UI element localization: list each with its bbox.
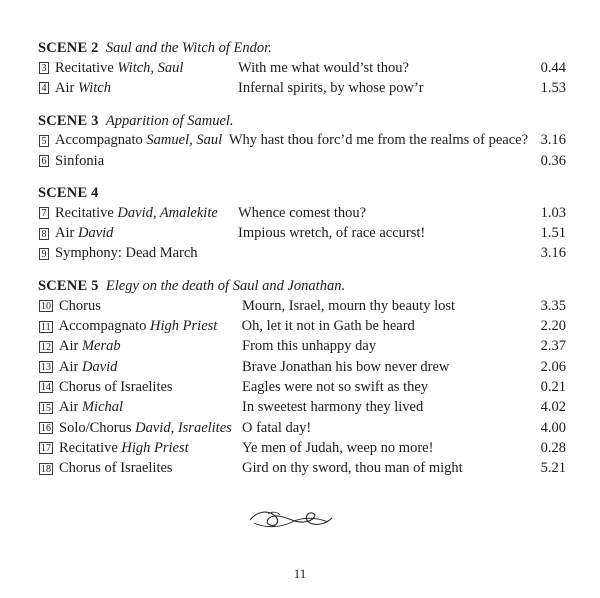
track-number-box: 12 [41, 341, 51, 353]
track-type [59, 440, 242, 457]
track-form: Sinfonia [55, 152, 105, 169]
track-row [38, 438, 566, 458]
track-type [59, 359, 242, 376]
track-form: Air [59, 358, 79, 375]
track-incipit: Brave Jonathan his bow never drew [242, 358, 450, 375]
track-type [55, 80, 238, 97]
track-row [38, 78, 566, 98]
track-duration: 2.37 [540, 338, 566, 355]
page-number: 11 [293, 566, 307, 581]
track-performers: Witch, Saul [117, 59, 184, 76]
scene-block [38, 38, 566, 99]
track-type [55, 205, 238, 222]
track-duration: 2.06 [540, 358, 566, 375]
track-duration: 3.16 [540, 245, 566, 262]
track-number-box: 10 [41, 301, 51, 313]
scene-label: SCENE 2 [38, 40, 99, 56]
track-duration: 1.51 [540, 225, 566, 242]
track-type [55, 225, 238, 242]
track-row [38, 316, 566, 336]
track-row [38, 357, 566, 377]
track-type [59, 298, 242, 315]
track-type [55, 245, 238, 262]
track-number-box: 14 [41, 382, 51, 394]
track-duration: 0.44 [540, 59, 566, 76]
track-performers: Samuel, Saul [146, 132, 223, 149]
track-form: Air [55, 225, 75, 242]
track-number-box: 5 [39, 135, 49, 147]
track-performers: Michal [81, 399, 124, 416]
track-form: Air [59, 338, 79, 355]
track-duration: 3.16 [540, 132, 566, 149]
scene-subtitle: Apparition of Samuel. [105, 112, 234, 129]
track-number-box: 16 [41, 423, 51, 434]
track-number-box: 3 [39, 62, 49, 74]
track-performers: David [77, 225, 114, 242]
track-form: Chorus of Israelites [59, 378, 173, 395]
scene-label: SCENE 4 [38, 185, 99, 202]
track-duration: 2.20 [540, 318, 566, 335]
track-performers: High Priest [150, 318, 218, 335]
track-row [38, 223, 566, 243]
track-form: Symphony: Dead March [55, 245, 198, 262]
track-number-box: 15 [41, 402, 51, 414]
track-number-box: 17 [41, 443, 51, 455]
track-row [38, 151, 566, 171]
track-duration: 0.36 [540, 152, 566, 169]
track-incipit: Infernal spirits, by whose pow’r [238, 79, 424, 96]
track-row [38, 203, 566, 223]
scene-block [38, 276, 566, 479]
track-duration: 4.00 [540, 419, 566, 436]
track-form: Recitative [55, 59, 114, 76]
track-type [55, 60, 238, 77]
track-performers: David, Amalekite [117, 204, 218, 221]
track-duration: 0.21 [540, 378, 566, 395]
track-duration: 0.28 [540, 439, 566, 456]
track-number-box: 7 [39, 207, 49, 219]
scene-heading [38, 276, 566, 296]
track-duration: 5.21 [540, 460, 566, 477]
track-row [38, 244, 566, 264]
track-form: Recitative [59, 439, 118, 456]
track-form: Solo/Chorus [59, 419, 132, 436]
track-type [59, 379, 242, 396]
track-form: Air [59, 399, 79, 416]
track-number-box: 13 [41, 362, 51, 374]
track-number-box: 6 [39, 155, 49, 167]
track-form: Recitative [55, 204, 114, 221]
scene-block [38, 111, 566, 172]
track-incipit: Gird on thy sword, thou man of might [242, 460, 463, 477]
track-form: Accompagnato [55, 132, 143, 149]
track-type [55, 153, 238, 170]
track-row [38, 398, 566, 418]
scene-subtitle: Saul and the Witch of Endor. [105, 40, 272, 56]
track-performers: David [81, 358, 118, 375]
track-row [38, 58, 566, 78]
track-performers: David, Israelites [135, 419, 232, 436]
track-incipit: Whence comest thou? [238, 204, 367, 221]
track-form: Accompagnato [58, 318, 147, 335]
track-duration: 1.03 [540, 204, 566, 221]
track-incipit: In sweetest harmony they lived [242, 399, 424, 416]
track-row [38, 418, 566, 438]
scene-label: SCENE 3 [38, 112, 99, 129]
track-form: Chorus of Israelites [59, 460, 173, 477]
track-duration: 4.02 [540, 399, 566, 416]
track-number-box: 11 [41, 321, 51, 333]
track-duration: 1.53 [540, 79, 566, 96]
track-incipit: O fatal day! [242, 419, 312, 436]
track-row [38, 337, 566, 357]
track-performers: Witch [77, 79, 111, 96]
track-row [38, 458, 566, 478]
track-number-box: 9 [39, 248, 49, 260]
scene-subtitle: Elegy on the death of Saul and Jonathan. [105, 278, 346, 295]
track-incipit: Eagles were not so swift as they [242, 378, 429, 395]
track-number-box: 18 [41, 463, 51, 475]
track-listing [38, 38, 566, 491]
track-incipit: From this unhappy day [242, 338, 377, 355]
track-row [38, 377, 566, 397]
track-form: Chorus [59, 297, 101, 314]
track-number-box: 4 [39, 82, 49, 94]
track-incipit: Impious wretch, of race accurst! [238, 225, 426, 242]
track-type [59, 399, 242, 416]
track-incipit: Oh, let it not in Gath be heard [241, 318, 415, 335]
track-type [59, 338, 242, 355]
scene-label: SCENE 5 [38, 278, 99, 295]
track-incipit: With me what would’st thou? [238, 59, 409, 76]
track-incipit: Mourn, Israel, mourn thy beauty lost [242, 297, 456, 314]
track-incipit: Ye men of Judah, weep no more! [242, 439, 434, 456]
track-row [38, 296, 566, 316]
scene-block [38, 183, 566, 264]
scene-heading [38, 111, 566, 131]
track-number-box: 8 [39, 228, 49, 240]
track-form: Air [55, 79, 75, 96]
track-type [55, 132, 229, 149]
scene-heading [38, 38, 566, 58]
track-row [38, 131, 566, 151]
track-performers: High Priest [121, 439, 189, 456]
track-type [59, 460, 242, 477]
flourish-ornament-icon [246, 506, 336, 532]
track-type [59, 420, 242, 437]
track-duration: 3.35 [540, 297, 566, 314]
track-type [59, 318, 242, 335]
track-incipit: Why hast thou forc’d me from the realms of peace? [228, 132, 528, 149]
track-performers: Merab [81, 338, 121, 355]
scene-heading [38, 183, 566, 203]
